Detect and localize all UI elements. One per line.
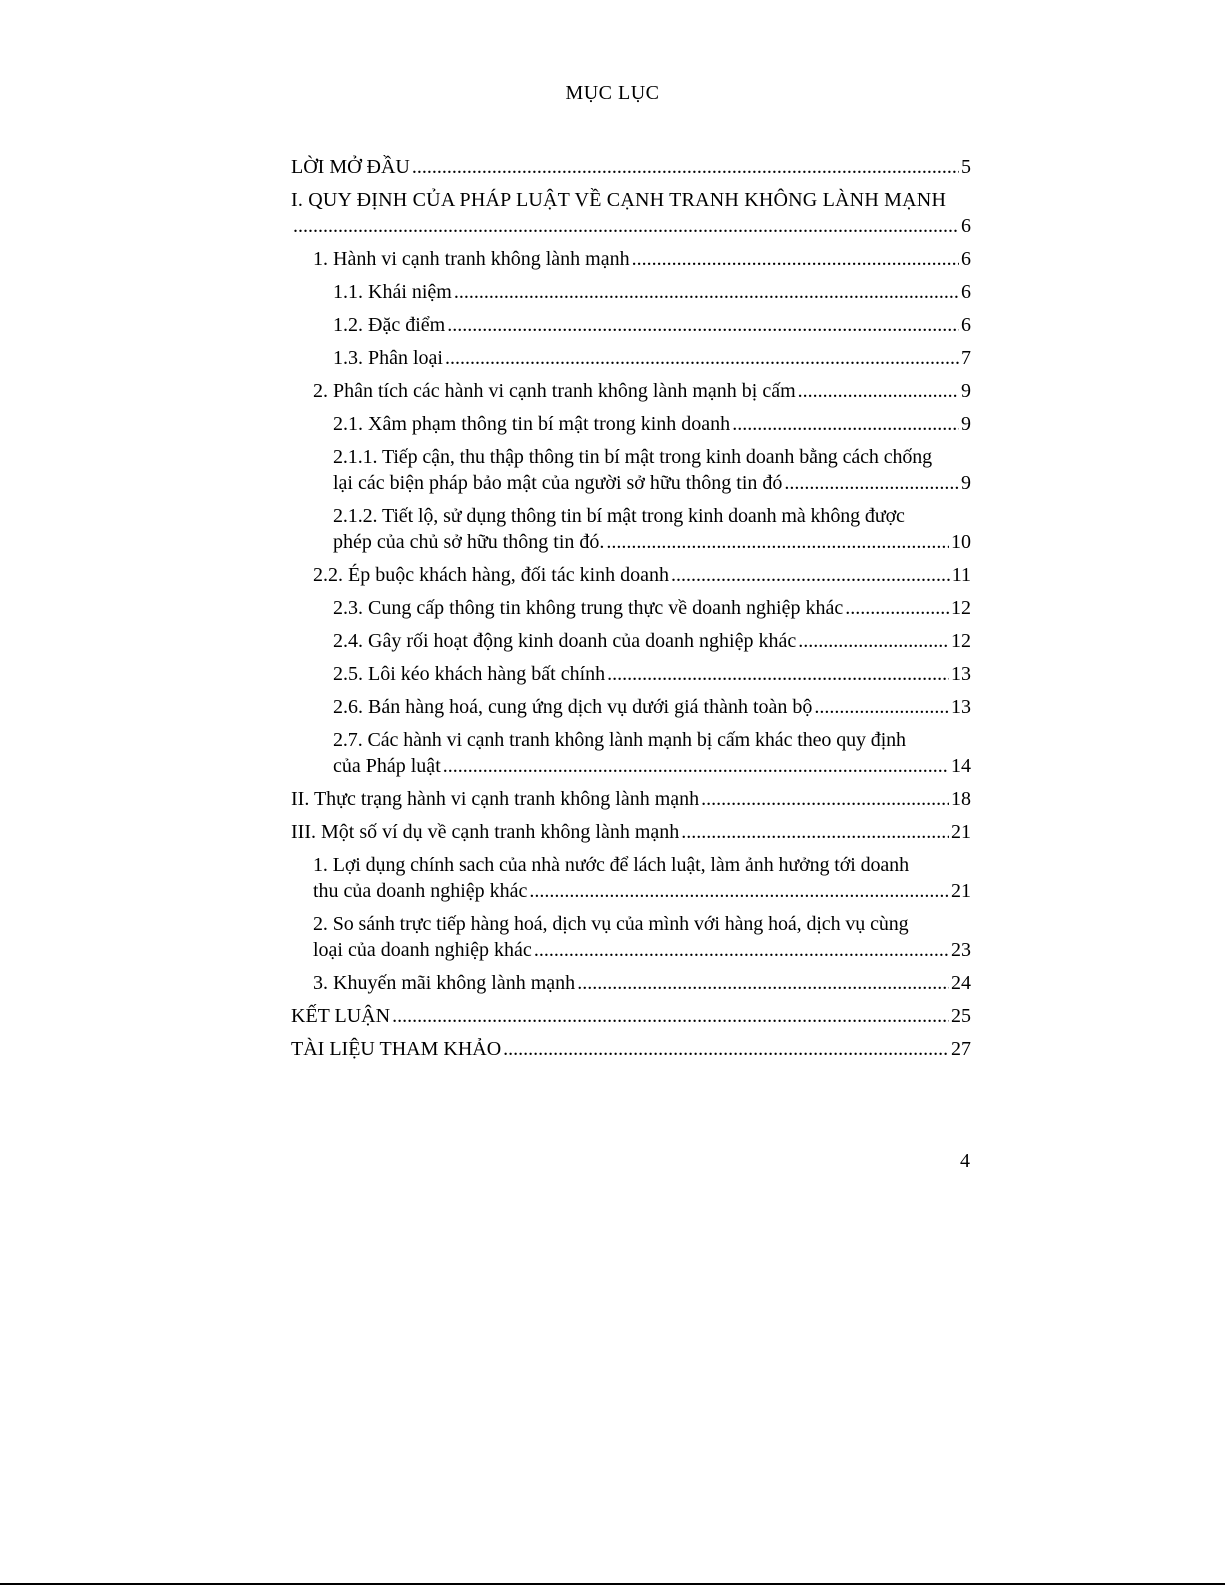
dot-leader — [606, 529, 949, 555]
toc-entry-page: 27 — [951, 1038, 971, 1060]
dot-leader — [607, 661, 949, 687]
toc-entry-text: 2.1. Xâm phạm thông tin bí mật trong kinh doanh — [333, 413, 731, 435]
toc-entry[interactable] — [291, 628, 971, 654]
toc-entry-page: 24 — [951, 972, 971, 994]
toc-entry[interactable] — [291, 694, 971, 720]
toc-entry-page: 9 — [961, 413, 971, 435]
dot-leader — [529, 878, 949, 904]
toc-entry[interactable] — [291, 562, 971, 588]
toc-entry-page: 12 — [951, 597, 971, 619]
dot-leader — [798, 628, 949, 654]
dot-leader — [503, 1036, 949, 1062]
dot-leader — [293, 213, 959, 239]
toc-entry-text: 2.3. Cung cấp thông tin không trung thực về doanh nghiệp khác — [333, 597, 844, 619]
dot-leader — [681, 819, 949, 845]
toc-entry-text: TÀI LIỆU THAM KHẢO — [291, 1038, 502, 1060]
toc-entry[interactable] — [291, 444, 971, 496]
dot-leader — [445, 345, 959, 371]
toc-entry-page: 7 — [961, 347, 971, 369]
toc-entry[interactable] — [291, 595, 971, 621]
toc-entry-page: 18 — [951, 788, 971, 810]
toc-entry-page: 6 — [961, 248, 971, 270]
toc-entry[interactable] — [291, 378, 971, 404]
dot-leader — [412, 154, 959, 180]
toc-entry-text: 3. Khuyến mãi không lành mạnh — [313, 972, 576, 994]
toc-entry-text: LỜI MỞ ĐẦU — [291, 156, 410, 178]
toc-entry-text-continued: loại của doanh nghiệp khác — [313, 939, 532, 961]
toc-entry-page: 10 — [951, 531, 971, 553]
toc-entry-page: 6 — [961, 215, 971, 237]
toc-entry-page: 14 — [951, 755, 971, 777]
toc-entry-page: 9 — [961, 380, 971, 402]
toc-entry-text: 2.2. Ép buộc khách hàng, đối tác kinh doanh — [313, 564, 670, 586]
dot-leader — [577, 970, 949, 996]
dot-leader — [447, 312, 959, 338]
dot-leader — [784, 470, 959, 496]
toc-entry-page: 11 — [951, 564, 971, 586]
toc-entry-page: 12 — [951, 630, 971, 652]
toc-entry-text: 2.7. Các hành vi cạnh tranh không lành mạnh bị cấm khác theo quy định — [333, 729, 906, 751]
toc-entry-text: 2.5. Lôi kéo khách hàng bất chính — [333, 663, 606, 685]
toc-entry-text: 2.1.2. Tiết lộ, sử dụng thông tin bí mật trong kinh doanh mà không được — [333, 505, 905, 527]
toc-entry[interactable] — [291, 187, 971, 239]
toc-entry-text: 1. Lợi dụng chính sach của nhà nước để lách luật, làm ảnh hưởng tới doanh — [313, 854, 909, 876]
dot-leader — [798, 378, 959, 404]
toc-entry-page: 9 — [961, 472, 971, 494]
toc-entry-page: 21 — [951, 880, 971, 902]
toc-entry-text-continued: phép của chủ sở hữu thông tin đó. — [333, 531, 605, 553]
toc-entry[interactable] — [291, 503, 971, 555]
toc-entry-page: 23 — [951, 939, 971, 961]
toc-entry-text-continued: của Pháp luật — [333, 755, 441, 777]
dot-leader — [454, 279, 959, 305]
toc-entry-text-continued: lại các biện pháp bảo mật của người sở hữu thông tin đó — [333, 472, 783, 494]
toc-entry[interactable] — [291, 345, 971, 371]
toc-entry[interactable] — [291, 411, 971, 437]
toc-entry-text: 1. Hành vi cạnh tranh không lành mạnh — [313, 248, 630, 270]
toc-entry[interactable] — [291, 970, 971, 996]
toc-entry-text: 2. So sánh trực tiếp hàng hoá, dịch vụ của mình với hàng hoá, dịch vụ cùng — [313, 913, 909, 935]
toc-entry-text: 2. Phân tích các hành vi cạnh tranh không lành mạnh bị cấm — [313, 380, 796, 402]
toc-entry-text: 2.4. Gây rối hoạt động kinh doanh của doanh nghiệp khác — [333, 630, 797, 652]
table-of-contents — [291, 154, 971, 1069]
toc-entry-text: 2.6. Bán hàng hoá, cung ứng dịch vụ dưới giá thành toàn bộ — [333, 696, 813, 718]
toc-title: MỤC LỤC — [565, 82, 660, 104]
toc-entry-page: 13 — [951, 663, 971, 685]
toc-entry-text: 1.2. Đặc điểm — [333, 314, 446, 336]
toc-entry[interactable] — [291, 911, 971, 963]
toc-entry-page: 21 — [951, 821, 971, 843]
toc-entry[interactable] — [291, 1036, 971, 1062]
toc-entry-text: 2.1.1. Tiếp cận, thu thập thông tin bí mật trong kinh doanh bằng cách chống — [333, 446, 933, 468]
toc-entry-text: III. Một số ví dụ về cạnh tranh không lành mạnh — [291, 821, 680, 843]
dot-leader — [392, 1003, 949, 1029]
dot-leader — [732, 411, 959, 437]
page-number: 4 — [960, 1150, 970, 1172]
toc-entry-page: 5 — [961, 156, 971, 178]
toc-entry-text: I. QUY ĐỊNH CỦA PHÁP LUẬT VỀ CẠNH TRANH KHÔNG LÀNH MẠNH — [291, 189, 947, 211]
toc-entry-page: 6 — [961, 281, 971, 303]
toc-entry-text-continued: thu của doanh nghiệp khác — [313, 880, 528, 902]
toc-entry[interactable] — [291, 661, 971, 687]
toc-entry[interactable] — [291, 154, 971, 180]
toc-entry[interactable] — [291, 312, 971, 338]
toc-entry[interactable] — [291, 786, 971, 812]
toc-entry-text: II. Thực trạng hành vi cạnh tranh không lành mạnh — [291, 788, 700, 810]
toc-entry-page: 6 — [961, 314, 971, 336]
toc-entry[interactable] — [291, 819, 971, 845]
toc-entry[interactable] — [291, 1003, 971, 1029]
toc-entry[interactable] — [291, 727, 971, 779]
toc-entry[interactable] — [291, 852, 971, 904]
toc-entry-page: 13 — [951, 696, 971, 718]
toc-entry-text: 1.3. Phân loại — [333, 347, 443, 369]
toc-entry-page: 25 — [951, 1005, 971, 1027]
dot-leader — [845, 595, 949, 621]
dot-leader — [814, 694, 949, 720]
toc-entry[interactable] — [291, 246, 971, 272]
dot-leader — [534, 937, 949, 963]
toc-entry-text: KẾT LUẬN — [291, 1005, 391, 1027]
dot-leader — [632, 246, 959, 272]
toc-entry[interactable] — [291, 279, 971, 305]
dot-leader — [701, 786, 949, 812]
dot-leader — [671, 562, 950, 588]
dot-leader — [443, 753, 949, 779]
toc-entry-text: 1.1. Khái niệm — [333, 281, 452, 303]
